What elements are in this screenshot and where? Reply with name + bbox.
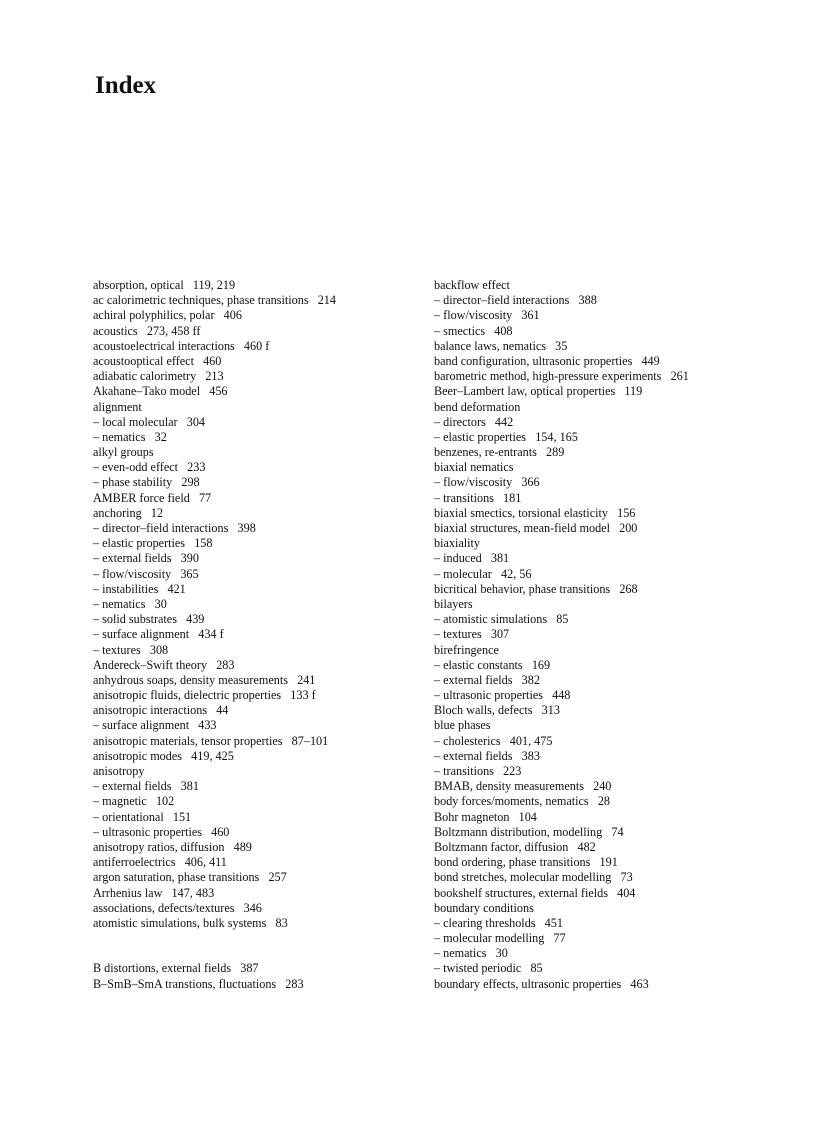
index-entry: birefringence <box>434 642 499 657</box>
index-entry: Bohr magneton 104 <box>434 809 537 824</box>
index-entry: – molecular modelling 77 <box>434 931 566 946</box>
index-entry: argon saturation, phase transitions 257 <box>93 870 287 885</box>
index-entry: body forces/moments, nematics 28 <box>434 794 611 809</box>
index-entry: balance laws, nematics 35 <box>434 338 568 353</box>
index-entry: – atomistic simulations 85 <box>434 612 569 627</box>
index-entry: – directors 442 <box>434 414 514 429</box>
index-entry: boundary effects, ultrasonic properties 463 <box>434 976 649 991</box>
index-entry: – surface alignment 434 f <box>93 627 224 642</box>
section-gap <box>93 931 413 961</box>
index-entry: – local molecular 304 <box>93 414 206 429</box>
index-entry: – cholesterics 401, 475 <box>434 733 553 748</box>
index-entry: achiral polyphilics, polar 406 <box>93 308 242 323</box>
index-entry: – external fields 381 <box>93 779 199 794</box>
index-entry: – elastic properties 154, 165 <box>434 429 578 444</box>
index-entry: – external fields 382 <box>434 672 540 687</box>
index-entry: anhydrous soaps, density measurements 241 <box>93 672 316 687</box>
index-entry: – external fields 383 <box>434 748 540 763</box>
index-entry: – instabilities 421 <box>93 581 186 596</box>
index-entry: band configuration, ultrasonic properties 449 <box>434 353 660 368</box>
index-entry: – clearing thresholds 451 <box>434 915 563 930</box>
index-entry: B–SmB–SmA transtions, fluctuations 283 <box>93 976 304 991</box>
index-entry: – twisted periodic 85 <box>434 961 543 976</box>
index-entry: alkyl groups <box>93 445 154 460</box>
index-column-right <box>434 278 754 992</box>
index-entry: benzenes, re-entrants 289 <box>434 445 565 460</box>
index-entry: Andereck–Swift theory 283 <box>93 657 235 672</box>
index-entry: anisotropic fluids, dielectric properties 133 f <box>93 688 316 703</box>
index-entry: anisotropic interactions 44 <box>93 703 229 718</box>
index-entry: – ultrasonic properties 448 <box>434 688 571 703</box>
index-entry: biaxial structures, mean-field model 200 <box>434 521 638 535</box>
index-entry: blue phases <box>434 718 491 733</box>
index-entry: absorption, optical 119, 219 <box>93 278 236 292</box>
index-entry: BMAB, density measurements 240 <box>434 779 612 794</box>
index-entry: B distortions, external fields 387 <box>93 961 259 976</box>
index-entry: bond stretches, molecular modelling 73 <box>434 870 633 885</box>
page-title: Index <box>95 72 157 99</box>
index-entry: boundary conditions <box>434 900 534 915</box>
index-entry: – ultrasonic properties 460 <box>93 824 230 839</box>
index-entry: barometric method, high-pressure experiments 261 <box>434 369 689 384</box>
index-entry: bilayers <box>434 596 473 611</box>
index-entry: – director–field interactions 388 <box>434 293 597 308</box>
index-entry: – molecular 42, 56 <box>434 566 532 581</box>
index-entry: Bloch walls, defects 313 <box>434 703 560 718</box>
index-entry: – nematics 32 <box>93 429 167 444</box>
index-entry: – nematics 30 <box>93 596 167 611</box>
index-entry: bookshelf structures, external fields 404 <box>434 885 636 900</box>
index-entry: anisotropic materials, tensor properties 87–101 <box>93 733 329 748</box>
index-entry: anchoring 12 <box>93 505 164 520</box>
index-entry: bond ordering, phase transitions 191 <box>434 855 618 870</box>
index-entry: biaxial nematics <box>434 460 514 475</box>
index-entry: atomistic simulations, bulk systems 83 <box>93 915 288 930</box>
index-entry: anisotropic modes 419, 425 <box>93 748 234 763</box>
index-entry: anisotropy <box>93 764 145 778</box>
index-entry: – textures 307 <box>434 627 510 642</box>
index-entry: adiabatic calorimetry 213 <box>93 369 224 384</box>
index-entry: bend deformation <box>434 399 521 414</box>
index-entry: Beer–Lambert law, optical properties 119 <box>434 384 643 399</box>
index-entry: AMBER force field 77 <box>93 490 212 505</box>
index-entry: Boltzmann factor, diffusion 482 <box>434 839 596 854</box>
index-entry: – transitions 223 <box>434 764 522 778</box>
index-entry: – flow/viscosity 361 <box>434 308 540 323</box>
index-entry: acoustics 273, 458 ff <box>93 323 201 338</box>
index-entry: Boltzmann distribution, modelling 74 <box>434 824 624 839</box>
index-entry: acoustooptical effect 460 <box>93 353 222 368</box>
index-entry: – nematics 30 <box>434 946 508 961</box>
index-entry: biaxiality <box>434 536 481 551</box>
index-entry: – elastic constants 169 <box>434 657 551 672</box>
index-entry: – director–field interactions 398 <box>93 521 256 535</box>
index-entry: – induced 381 <box>434 551 510 566</box>
index-entry: biaxial smectics, torsional elasticity 156 <box>434 505 636 520</box>
index-entry: Akahane–Tako model 456 <box>93 384 228 399</box>
index-entry: acoustoelectrical interactions 460 f <box>93 338 270 353</box>
index-entry: – flow/viscosity 366 <box>434 475 540 490</box>
index-entry: associations, defects/textures 346 <box>93 900 262 915</box>
index-entry: bicritical behavior, phase transitions 268 <box>434 581 638 596</box>
index-entry: backflow effect <box>434 278 510 292</box>
index-entry: – transitions 181 <box>434 490 522 505</box>
index-entry: – orientational 151 <box>93 809 192 824</box>
index-entry: – phase stability 298 <box>93 475 200 490</box>
index-column-left <box>93 278 413 992</box>
index-entry: ac calorimetric techniques, phase transitions 214 <box>93 293 336 308</box>
index-entry: – flow/viscosity 365 <box>93 566 199 581</box>
index-entry: – magnetic 102 <box>93 794 175 809</box>
index-entry: – even-odd effect 233 <box>93 460 206 475</box>
index-entry: antiferroelectrics 406, 411 <box>93 855 227 870</box>
index-entry: – surface alignment 433 <box>93 718 217 733</box>
index-entry: – external fields 390 <box>93 551 199 566</box>
index-entry: Arrhenius law 147, 483 <box>93 885 215 900</box>
index-entry: anisotropy ratios, diffusion 489 <box>93 839 252 854</box>
index-entry: – elastic properties 158 <box>93 536 213 551</box>
index-entry: – solid substrates 439 <box>93 612 205 627</box>
index-entry: – smectics 408 <box>434 323 513 338</box>
index-entry: alignment <box>93 399 142 414</box>
index-entry: – textures 308 <box>93 642 169 657</box>
